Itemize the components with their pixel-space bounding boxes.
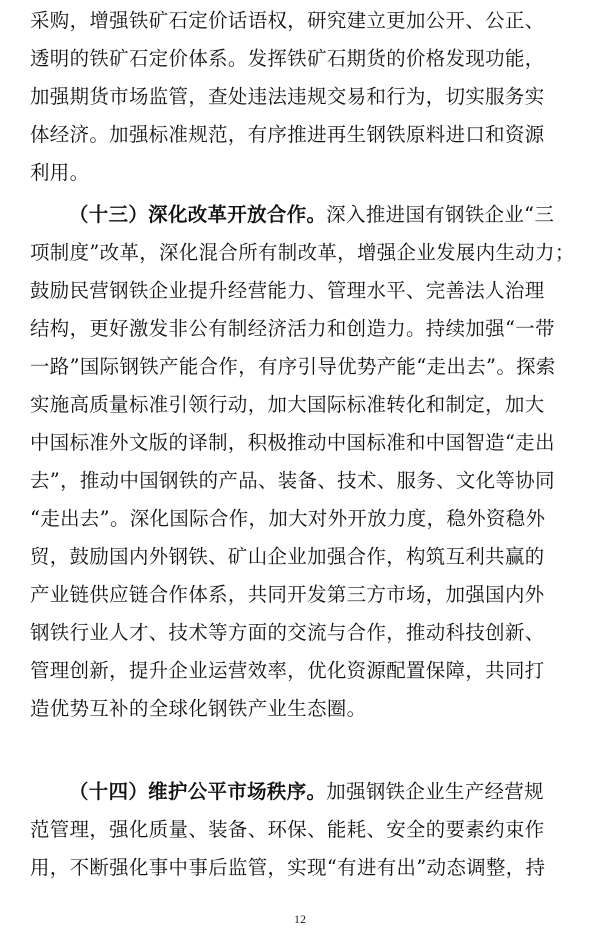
text-line: 体经济。加强标准规范，有序推进再生钢铁原料进口和资源 xyxy=(30,123,545,146)
text-line: 造优势互补的全球化钢铁产业生态圈。 xyxy=(30,697,367,720)
text-line: 范管理，强化质量、装备、环保、能耗、安全的要素约束作 xyxy=(30,818,545,841)
text-line: 结构，更好激发非公有制经济活力和创造力。持续加强“一带 xyxy=(30,317,555,340)
text-line: 加强期货市场监管，查处违法违规交易和行为，切实服务实 xyxy=(30,85,545,108)
text-line: 管理创新，提升企业运营效率，优化资源配置保障，共同打 xyxy=(30,659,545,682)
text-line: 中国标准外文版的译制，积极推动中国标准和中国智造“走出 xyxy=(30,431,555,454)
text-line: “走出去”。深化国际合作，加大对外开放力度，稳外资稳外 xyxy=(30,507,546,530)
text-line: 钢铁行业人才、技术等方面的交流与合作，推动科技创新、 xyxy=(30,621,545,644)
page-number: 12 xyxy=(294,912,306,926)
section-14-first-line xyxy=(69,773,575,811)
section-13-first-line xyxy=(69,196,575,234)
text-line: 去”，推动中国钢铁的产品、装备、技术、服务、文化等协同 xyxy=(30,469,555,492)
text-line: 一路”国际钢铁产能合作，有序引导优势产能“走出去”。探索 xyxy=(30,355,556,378)
text-line: 用，不断强化事中事后监管，实现“有进有出”动态调整，持 xyxy=(30,856,546,879)
section-13-first-line-text: 深入推进国有钢铁企业“三 xyxy=(326,203,555,226)
text-line: 鼓励民营钢铁企业提升经营能力、管理水平、完善法人治理 xyxy=(30,279,545,302)
text-line: 透明的铁矿石定价体系。发挥铁矿石期货的价格发现功能， xyxy=(30,47,545,70)
text-line: 项制度”改革，深化混合所有制改革，增强企业发展内生动力； xyxy=(30,241,575,264)
text-line: 利用。 xyxy=(30,161,90,184)
text-line: 采购，增强铁矿石定价话语权，研究建立更加公开、公正、 xyxy=(30,9,545,32)
section-13-heading: （十三）深化改革开放合作。 xyxy=(69,203,327,226)
text-line: 贸，鼓励国内外钢铁、矿山企业加强合作，构筑互利共赢的 xyxy=(30,545,545,568)
text-line: 实施高质量标准引领行动，加大国际标准转化和制定，加大 xyxy=(30,393,545,416)
section-14-heading: （十四）维护公平市场秩序。 xyxy=(69,780,327,803)
text-line: 产业链供应链合作体系，共同开发第三方市场，加强国内外 xyxy=(30,583,545,606)
section-14-first-line-text: 加强钢铁企业生产经营规 xyxy=(326,780,544,803)
